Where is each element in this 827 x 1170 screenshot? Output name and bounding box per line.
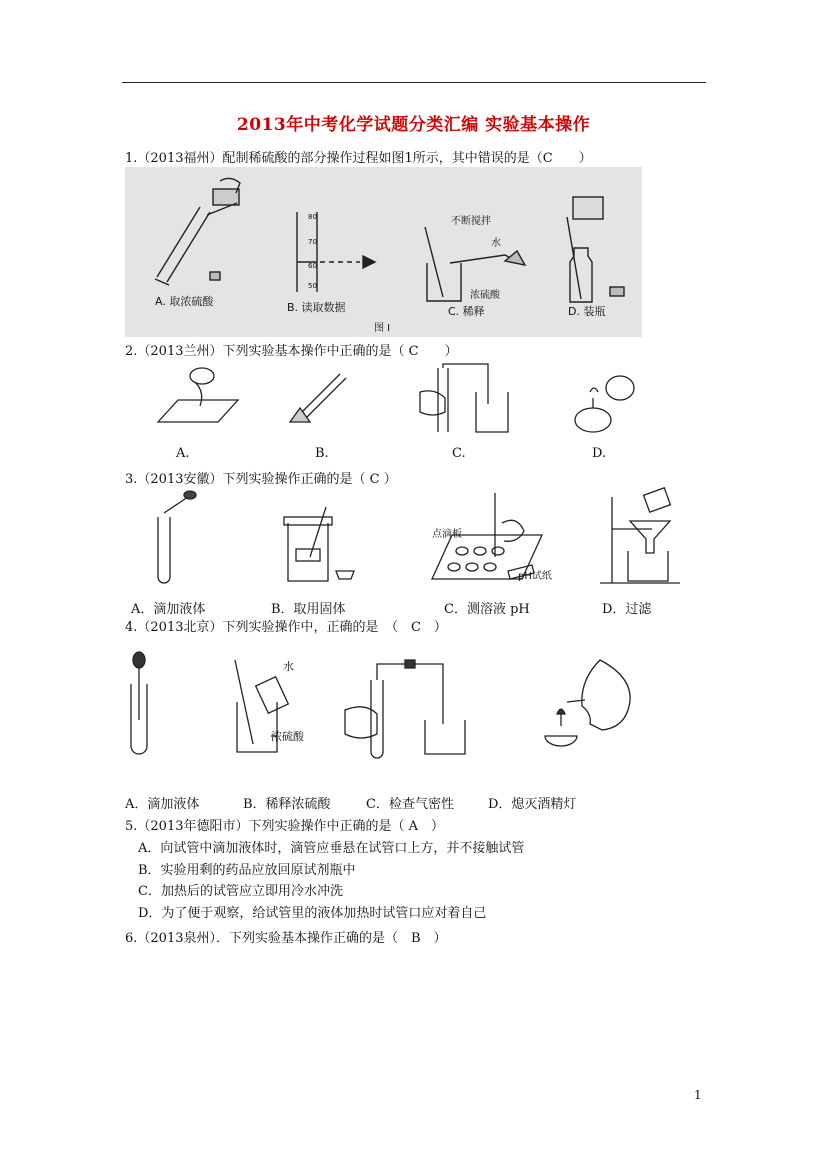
- q5-option-a: A．向试管中滴加液体时，滴管应垂悬在试管口上方，并不接触试管: [138, 841, 525, 856]
- q1-scale-70: 70: [308, 238, 317, 246]
- q4-option-b: B．稀释浓硫酸: [243, 797, 331, 812]
- q2-option-a: A.: [176, 446, 190, 461]
- q5-option-b: B．实验用剩的药品应放回原试剂瓶中: [138, 863, 356, 878]
- q4-option-d: D．熄灭酒精灯: [488, 797, 577, 812]
- q5-option-d: D．为了便于观察，给试管里的液体加热时试管口应对着自己: [138, 906, 487, 921]
- q3-figure: [150, 487, 695, 592]
- q1-fig-c-label: C. 稀释: [448, 305, 485, 318]
- q1-acid-label: 浓硫酸: [470, 290, 500, 301]
- q2-option-c: C.: [452, 446, 466, 461]
- q1-scale-60: 60: [308, 262, 317, 270]
- q1-fig-a-label: A. 取浓硫酸: [155, 295, 214, 308]
- question-6-stem: 6.（2013泉州）．下列实验基本操作正确的是（ B ）: [125, 931, 447, 946]
- q3-plate-label: 点滴板: [432, 529, 462, 540]
- q2-option-b: B.: [315, 446, 329, 461]
- question-2-stem: 2.（2013兰州）下列实验基本操作中正确的是（ C ）: [125, 344, 458, 359]
- q3-option-d: D．过滤: [602, 602, 652, 617]
- q5-option-c: C．加热后的试管应立即用冷水冲洗: [138, 884, 343, 899]
- q1-fig-d-label: D. 装瓶: [568, 305, 606, 318]
- q4-option-a: A．滴加液体: [125, 797, 200, 812]
- page-number: 1: [694, 1088, 702, 1102]
- q1-scale-80: 80: [308, 213, 317, 221]
- q1-water-label: 水: [491, 238, 501, 249]
- q4-acid-label: 浓硫酸: [271, 730, 304, 743]
- q1-figure: [125, 167, 642, 337]
- question-3-stem: 3.（2013安徽）下列实验操作正确的是（ C ）: [125, 472, 397, 487]
- q3-option-b: B．取用固体: [271, 602, 346, 617]
- q4-water-label: 水: [283, 660, 294, 673]
- q1-figure-caption: 图 I: [374, 323, 391, 334]
- question-4-stem: 4.（2013北京）下列实验操作中，正确的是 （ C ）: [125, 620, 447, 635]
- question-5-stem: 5.（2013年德阳市）下列实验操作中正确的是（ A ）: [125, 819, 445, 834]
- q4-figure: [125, 640, 655, 760]
- q2-figure: [150, 362, 650, 442]
- q1-fig-b-label: B. 读取数据: [287, 301, 346, 314]
- header-rule: [122, 82, 706, 83]
- q1-stir-label: 不断搅拌: [451, 216, 491, 227]
- q3-option-c: C．测溶液 pH: [444, 602, 530, 617]
- q3-paper-label: pH试纸: [518, 571, 552, 582]
- page-title: 2013年中考化学试题分类汇编 实验基本操作: [236, 115, 591, 135]
- q3-option-a: A．滴加液体: [131, 602, 206, 617]
- q1-scale-50: 50: [308, 282, 317, 290]
- q4-option-c: C．检查气密性: [366, 797, 454, 812]
- q2-option-d: D.: [592, 446, 607, 461]
- question-1-stem: 1.（2013福州）配制稀硫酸的部分操作过程如图1所示，其中错误的是（C ）: [125, 151, 592, 166]
